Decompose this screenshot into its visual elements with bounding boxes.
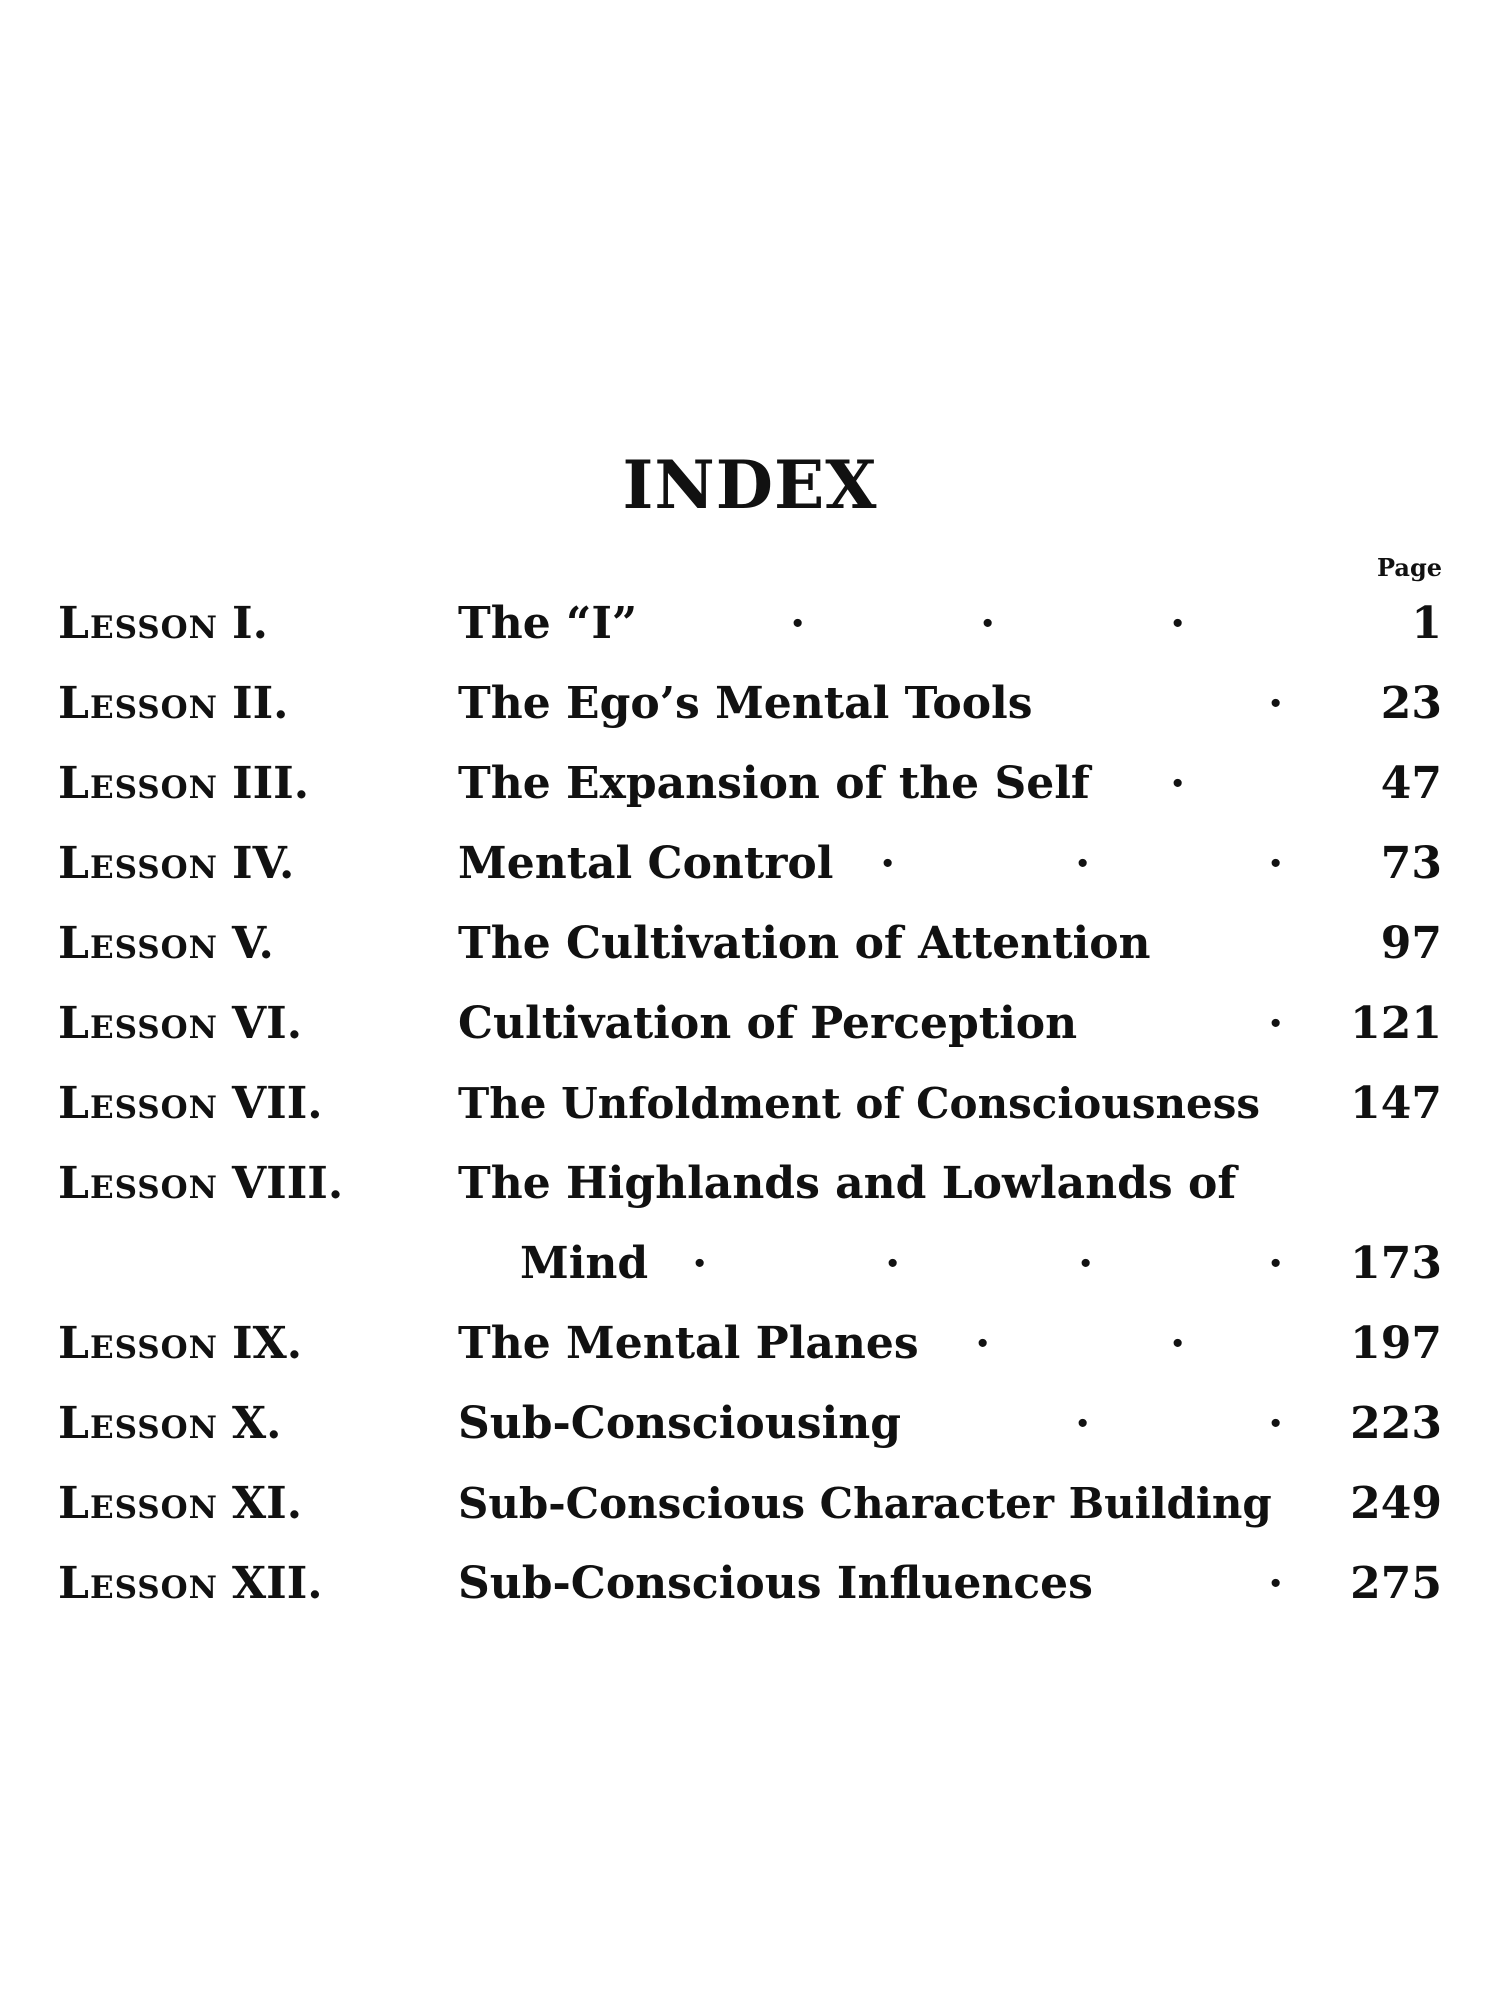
lesson-label: Lesson VIII.: [58, 1158, 344, 1209]
lesson-label: Lesson X.: [58, 1398, 282, 1449]
leader-dot: ·: [975, 1318, 991, 1369]
page-number: 73: [1380, 838, 1442, 889]
toc-entry[interactable]: [0, 1552, 1500, 1616]
leader-dot: ·: [880, 838, 896, 889]
toc-entry[interactable]: [0, 1152, 1500, 1216]
leader-dot: ·: [1075, 1398, 1091, 1449]
page-number: 1: [1411, 598, 1442, 649]
lesson-numeral: I.: [232, 598, 268, 649]
page-number: 97: [1380, 918, 1442, 969]
toc-entry[interactable]: [0, 1072, 1500, 1136]
lesson-title: Sub-Consciousing: [458, 1398, 902, 1449]
lesson-numeral: IV.: [232, 838, 295, 889]
page-number: 23: [1380, 678, 1442, 729]
lesson-title: The “I”: [458, 598, 638, 649]
toc-entry[interactable]: [0, 1472, 1500, 1536]
page-number: 121: [1350, 998, 1442, 1049]
leader-dot: ·: [790, 598, 806, 649]
lesson-numeral: XII.: [232, 1558, 323, 1609]
lesson-title: The Unfoldment of Consciousness: [458, 1079, 1261, 1128]
lesson-title: The Cultivation of Attention: [458, 918, 1151, 969]
lesson-label: Lesson VI.: [58, 998, 303, 1049]
page-number: 249: [1350, 1478, 1442, 1529]
leader-dot: ·: [692, 1238, 708, 1289]
lesson-title-continuation: Mind: [520, 1238, 649, 1289]
index-heading: INDEX: [622, 446, 878, 524]
lesson-numeral: IX.: [232, 1318, 303, 1369]
lesson-label: Lesson IV.: [58, 838, 295, 889]
lesson-numeral: VI.: [232, 998, 303, 1049]
toc-entry-continuation[interactable]: [0, 1232, 1500, 1296]
leader-dot: ·: [1268, 838, 1284, 889]
page-number: 223: [1350, 1398, 1442, 1449]
leader-dot: ·: [1268, 1558, 1284, 1609]
lesson-label: Lesson VII.: [58, 1078, 323, 1129]
lesson-title: The Mental Planes: [458, 1318, 919, 1369]
leader-dot: ·: [1075, 838, 1091, 889]
lesson-numeral: II.: [232, 678, 289, 729]
lesson-title: The Ego’s Mental Tools: [458, 678, 1033, 729]
lesson-title: The Highlands and Lowlands of: [458, 1158, 1237, 1209]
page-number: 275: [1350, 1558, 1442, 1609]
toc-entry[interactable]: [0, 672, 1500, 736]
lesson-numeral: XI.: [232, 1478, 303, 1529]
page-number: 173: [1350, 1238, 1442, 1289]
toc-entry[interactable]: [0, 752, 1500, 816]
lesson-label: Lesson XI.: [58, 1478, 303, 1529]
lesson-label: Lesson XII.: [58, 1558, 323, 1609]
leader-dot: ·: [980, 598, 996, 649]
leader-dot: ·: [885, 1238, 901, 1289]
lesson-numeral: X.: [232, 1398, 282, 1449]
lesson-title: Mental Control: [458, 838, 834, 889]
leader-dot: ·: [1268, 998, 1284, 1049]
page-column-header: Page: [1376, 553, 1442, 582]
lesson-numeral: V.: [232, 918, 274, 969]
page-number: 197: [1350, 1318, 1442, 1369]
toc-entry[interactable]: [0, 912, 1500, 976]
toc-entry[interactable]: [0, 1392, 1500, 1456]
lesson-label: Lesson III.: [58, 758, 310, 809]
lesson-title: Sub-Conscious Character Building: [458, 1479, 1272, 1528]
leader-dot: ·: [1268, 1398, 1284, 1449]
leader-dot: ·: [1170, 598, 1186, 649]
toc-entry[interactable]: [0, 832, 1500, 896]
leader-dot: ·: [1170, 1318, 1186, 1369]
lesson-numeral: VIII.: [232, 1158, 344, 1209]
toc-entry[interactable]: [0, 992, 1500, 1056]
page-number: 147: [1350, 1078, 1442, 1129]
lesson-title: Sub-Conscious Influences: [458, 1558, 1093, 1609]
lesson-label: Lesson I.: [58, 598, 268, 649]
page-number: 47: [1380, 758, 1442, 809]
lesson-numeral: III.: [232, 758, 310, 809]
lesson-label: Lesson II.: [58, 678, 289, 729]
lesson-title: Cultivation of Perception: [458, 998, 1078, 1049]
toc-entry[interactable]: [0, 592, 1500, 656]
lesson-label: Lesson V.: [58, 918, 274, 969]
lesson-title: The Expansion of the Self: [458, 758, 1090, 809]
leader-dot: ·: [1268, 1238, 1284, 1289]
lesson-numeral: VII.: [232, 1078, 323, 1129]
leader-dot: ·: [1170, 758, 1186, 809]
leader-dot: ·: [1268, 678, 1284, 729]
toc-entry[interactable]: [0, 1312, 1500, 1376]
leader-dot: ·: [1078, 1238, 1094, 1289]
lesson-label: Lesson IX.: [58, 1318, 303, 1369]
